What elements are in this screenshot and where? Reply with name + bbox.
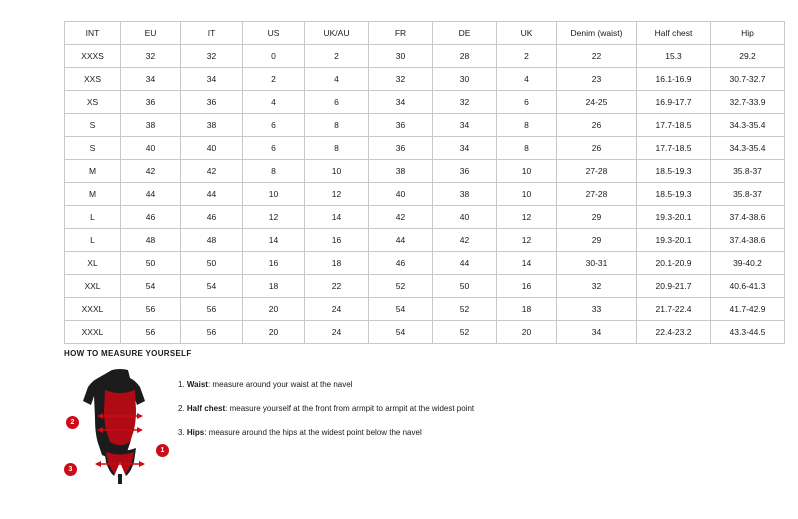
table-row <box>65 252 785 275</box>
cell-it: 42 <box>181 160 243 183</box>
cell-eu: 54 <box>121 275 181 298</box>
cell-hip: 39-40.2 <box>711 252 785 275</box>
cell-denim-waist: 27-28 <box>557 160 637 183</box>
cell-half-chest: 16.1-16.9 <box>637 68 711 91</box>
how-to-measure-section <box>64 349 734 488</box>
table-header-row <box>65 22 785 45</box>
cell-hip: 37.4-38.6 <box>711 206 785 229</box>
cell-eu: 42 <box>121 160 181 183</box>
cell-int: S <box>65 137 121 160</box>
cell-us: 8 <box>243 160 305 183</box>
cell-half-chest: 19.3-20.1 <box>637 229 711 252</box>
measure-note-text: : measure yourself at the front from armpit to armpit at the widest point <box>225 404 475 413</box>
col-header-fr: FR <box>369 22 433 45</box>
cell-hip: 32.7-33.9 <box>711 91 785 114</box>
cell-int: M <box>65 183 121 206</box>
cell-uk: 12 <box>497 229 557 252</box>
measure-note-term: Hips <box>186 428 205 437</box>
cell-uk-au: 16 <box>305 229 369 252</box>
callout-bullet-3: 3 <box>64 463 77 476</box>
cell-us: 6 <box>243 114 305 137</box>
cell-int: XL <box>65 252 121 275</box>
table-row <box>65 114 785 137</box>
cell-denim-waist: 29 <box>557 229 637 252</box>
cell-it: 40 <box>181 137 243 160</box>
cell-eu: 48 <box>121 229 181 252</box>
measure-note-number: 1. <box>178 380 185 389</box>
table-row <box>65 45 785 68</box>
cell-half-chest: 15.3 <box>637 45 711 68</box>
cell-int: S <box>65 114 121 137</box>
cell-uk: 8 <box>497 114 557 137</box>
cell-eu: 56 <box>121 298 181 321</box>
cell-denim-waist: 30-31 <box>557 252 637 275</box>
cell-uk: 20 <box>497 321 557 344</box>
cell-uk-au: 8 <box>305 114 369 137</box>
callout-bullet-2: 2 <box>66 416 79 429</box>
table-row <box>65 183 785 206</box>
cell-fr: 38 <box>369 160 433 183</box>
cell-us: 2 <box>243 68 305 91</box>
col-header-uk-au: UK/AU <box>305 22 369 45</box>
cell-uk: 14 <box>497 252 557 275</box>
cell-uk-au: 10 <box>305 160 369 183</box>
cell-half-chest: 20.9-21.7 <box>637 275 711 298</box>
cell-fr: 42 <box>369 206 433 229</box>
cell-int: M <box>65 160 121 183</box>
cell-half-chest: 16.9-17.7 <box>637 91 711 114</box>
cell-us: 16 <box>243 252 305 275</box>
cell-uk: 2 <box>497 45 557 68</box>
cell-half-chest: 17.7-18.5 <box>637 114 711 137</box>
cell-denim-waist: 33 <box>557 298 637 321</box>
cell-fr: 30 <box>369 45 433 68</box>
cell-uk-au: 12 <box>305 183 369 206</box>
cell-denim-waist: 23 <box>557 68 637 91</box>
cell-uk: 12 <box>497 206 557 229</box>
cell-it: 46 <box>181 206 243 229</box>
measure-note-number: 2. <box>178 404 185 413</box>
cell-uk-au: 4 <box>305 68 369 91</box>
cell-denim-waist: 26 <box>557 114 637 137</box>
col-header-int: INT <box>65 22 121 45</box>
cell-hip: 34.3-35.4 <box>711 137 785 160</box>
cell-uk: 16 <box>497 275 557 298</box>
cell-denim-waist: 34 <box>557 321 637 344</box>
cell-eu: 34 <box>121 68 181 91</box>
cell-hip: 43.3-44.5 <box>711 321 785 344</box>
cell-hip: 37.4-38.6 <box>711 229 785 252</box>
cell-uk: 8 <box>497 137 557 160</box>
measure-note-term: Half chest <box>186 404 226 413</box>
cell-eu: 40 <box>121 137 181 160</box>
measure-note-text: : measure around your waist at the navel <box>207 380 353 389</box>
cell-fr: 54 <box>369 298 433 321</box>
col-header-de: DE <box>433 22 497 45</box>
cell-uk-au: 22 <box>305 275 369 298</box>
callout-bullet-1: 1 <box>156 444 169 457</box>
cell-uk: 18 <box>497 298 557 321</box>
cell-eu: 44 <box>121 183 181 206</box>
cell-fr: 54 <box>369 321 433 344</box>
cell-fr: 46 <box>369 252 433 275</box>
measure-note-half-chest <box>178 402 474 415</box>
cell-it: 56 <box>181 321 243 344</box>
cell-half-chest: 20.1-20.9 <box>637 252 711 275</box>
cell-half-chest: 21.7-22.4 <box>637 298 711 321</box>
cell-de: 32 <box>433 91 497 114</box>
cell-half-chest: 19.3-20.1 <box>637 206 711 229</box>
cell-us: 20 <box>243 298 305 321</box>
cell-uk-au: 2 <box>305 45 369 68</box>
cell-us: 4 <box>243 91 305 114</box>
measure-note-text: : measure around the hips at the widest point below the navel <box>204 428 422 437</box>
cell-uk: 10 <box>497 183 557 206</box>
col-header-us: US <box>243 22 305 45</box>
cell-us: 12 <box>243 206 305 229</box>
col-header-hip: Hip <box>711 22 785 45</box>
cell-eu: 36 <box>121 91 181 114</box>
cell-half-chest: 22.4-23.2 <box>637 321 711 344</box>
cell-de: 28 <box>433 45 497 68</box>
cell-uk-au: 24 <box>305 321 369 344</box>
cell-int: XXS <box>65 68 121 91</box>
cell-uk-au: 24 <box>305 298 369 321</box>
cell-uk: 6 <box>497 91 557 114</box>
cell-it: 56 <box>181 298 243 321</box>
cell-eu: 50 <box>121 252 181 275</box>
cell-de: 52 <box>433 321 497 344</box>
cell-fr: 36 <box>369 137 433 160</box>
cell-half-chest: 18.5-19.3 <box>637 183 711 206</box>
cell-de: 34 <box>433 137 497 160</box>
measure-notes-list <box>178 368 474 450</box>
cell-us: 18 <box>243 275 305 298</box>
col-header-half-chest: Half chest <box>637 22 711 45</box>
cell-fr: 44 <box>369 229 433 252</box>
cell-de: 44 <box>433 252 497 275</box>
cell-de: 36 <box>433 160 497 183</box>
cell-hip: 35.8-37 <box>711 183 785 206</box>
cell-int: XS <box>65 91 121 114</box>
cell-eu: 46 <box>121 206 181 229</box>
cell-half-chest: 17.7-18.5 <box>637 137 711 160</box>
cell-de: 38 <box>433 183 497 206</box>
how-to-measure-body <box>64 368 734 488</box>
cell-it: 48 <box>181 229 243 252</box>
cell-hip: 34.3-35.4 <box>711 114 785 137</box>
cell-eu: 56 <box>121 321 181 344</box>
cell-int: L <box>65 206 121 229</box>
cell-it: 54 <box>181 275 243 298</box>
cell-int: XXXL <box>65 321 121 344</box>
col-header-denim-waist: Denim (waist) <box>557 22 637 45</box>
measure-note-number: 3. <box>178 428 185 437</box>
measure-note-waist <box>178 378 474 391</box>
cell-de: 42 <box>433 229 497 252</box>
cell-half-chest: 18.5-19.3 <box>637 160 711 183</box>
cell-us: 6 <box>243 137 305 160</box>
cell-int: XXXS <box>65 45 121 68</box>
table-row <box>65 206 785 229</box>
mannequin-illustration <box>82 368 158 486</box>
cell-us: 0 <box>243 45 305 68</box>
cell-fr: 36 <box>369 114 433 137</box>
table-row <box>65 229 785 252</box>
col-header-eu: EU <box>121 22 181 45</box>
cell-int: XXXL <box>65 298 121 321</box>
table-row <box>65 91 785 114</box>
size-table-container <box>64 21 766 344</box>
table-row <box>65 298 785 321</box>
cell-uk: 10 <box>497 160 557 183</box>
cell-uk-au: 6 <box>305 91 369 114</box>
table-header <box>65 22 785 45</box>
col-header-it: IT <box>181 22 243 45</box>
table-row <box>65 68 785 91</box>
mannequin-figure <box>64 368 174 488</box>
cell-hip: 35.8-37 <box>711 160 785 183</box>
cell-de: 50 <box>433 275 497 298</box>
size-conversion-table <box>64 21 785 344</box>
cell-de: 30 <box>433 68 497 91</box>
cell-de: 52 <box>433 298 497 321</box>
cell-int: XXL <box>65 275 121 298</box>
cell-us: 14 <box>243 229 305 252</box>
col-header-uk: UK <box>497 22 557 45</box>
cell-hip: 41.7-42.9 <box>711 298 785 321</box>
cell-fr: 34 <box>369 91 433 114</box>
how-to-measure-title: HOW TO MEASURE YOURSELF <box>64 349 192 358</box>
cell-eu: 32 <box>121 45 181 68</box>
cell-it: 36 <box>181 91 243 114</box>
cell-denim-waist: 29 <box>557 206 637 229</box>
cell-hip: 40.6-41.3 <box>711 275 785 298</box>
measure-note-term: Waist <box>186 380 208 389</box>
table-row <box>65 275 785 298</box>
cell-de: 34 <box>433 114 497 137</box>
table-row <box>65 321 785 344</box>
cell-eu: 38 <box>121 114 181 137</box>
cell-uk-au: 8 <box>305 137 369 160</box>
cell-us: 20 <box>243 321 305 344</box>
table-body <box>65 45 785 344</box>
cell-it: 38 <box>181 114 243 137</box>
cell-hip: 30.7-32.7 <box>711 68 785 91</box>
cell-fr: 40 <box>369 183 433 206</box>
cell-denim-waist: 27-28 <box>557 183 637 206</box>
cell-int: L <box>65 229 121 252</box>
table-row <box>65 160 785 183</box>
cell-denim-waist: 24-25 <box>557 91 637 114</box>
cell-denim-waist: 22 <box>557 45 637 68</box>
cell-uk-au: 14 <box>305 206 369 229</box>
measure-note-hips <box>178 426 474 439</box>
cell-fr: 52 <box>369 275 433 298</box>
cell-fr: 32 <box>369 68 433 91</box>
cell-it: 44 <box>181 183 243 206</box>
cell-us: 10 <box>243 183 305 206</box>
table-row <box>65 137 785 160</box>
cell-denim-waist: 32 <box>557 275 637 298</box>
cell-denim-waist: 26 <box>557 137 637 160</box>
cell-hip: 29.2 <box>711 45 785 68</box>
cell-it: 32 <box>181 45 243 68</box>
cell-it: 34 <box>181 68 243 91</box>
cell-uk: 4 <box>497 68 557 91</box>
cell-it: 50 <box>181 252 243 275</box>
cell-uk-au: 18 <box>305 252 369 275</box>
cell-de: 40 <box>433 206 497 229</box>
